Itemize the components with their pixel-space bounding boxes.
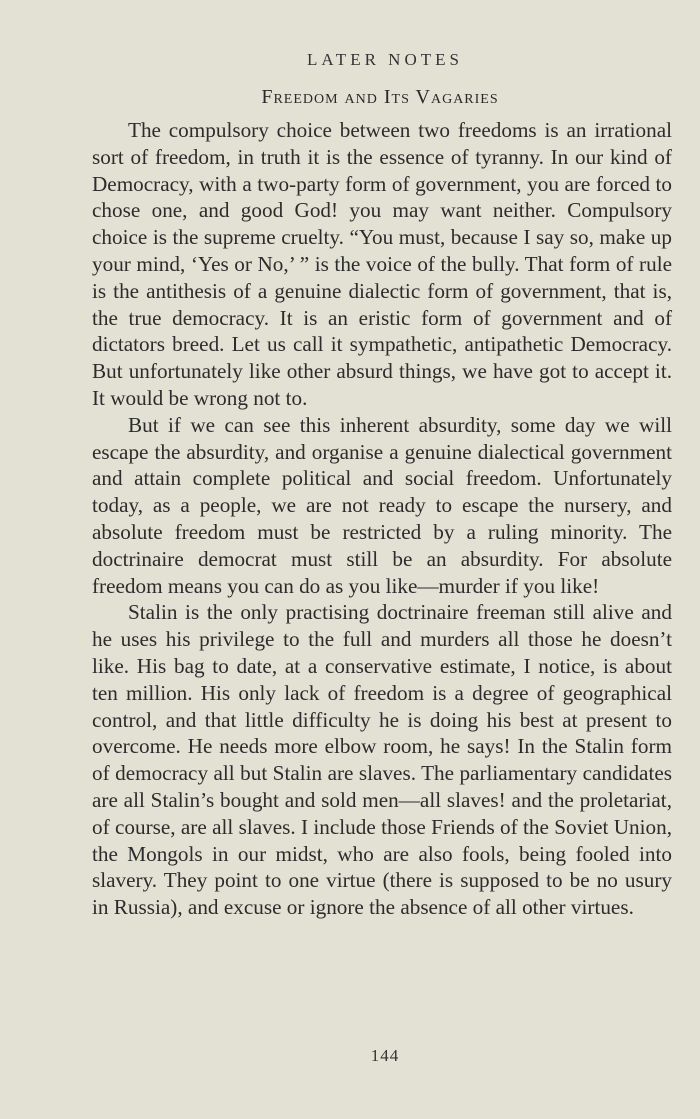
paragraph-3: Stalin is the only practising doctrinaire freeman still alive and he uses his privilege to the full and murders all those he doesn’t like. His bag to date, at a conservative estimate, I notice, is about ten million. His only lack of freedom is a degree of geographical control, and that little difficulty he is doing his best at present to overcome. He needs more elbow room, he says! In the Stalin form of democracy all but Stalin are slaves. The parliamentary candidates are all Stalin’s bought and sold men—all slaves! and the proletariat, of course, are all slaves. I include those Friends of the Soviet Union, the Mongols in our midst, who are also fools, being fooled into slavery. They point to one virtue (there is supposed to be no usury in Russia), and excuse or ignore the absence of all other virtues. xyxy=(92,600,672,920)
body-text xyxy=(92,117,672,921)
paragraph-2: But if we can see this inherent absurdity, some day we will escape the absurdity, and organise a genuine dialectical government and attain complete political and social freedom. Unfortunately today, as a people, we are not ready to escape the nursery, and absolute freedom must be restricted by a ruling minority. The doctrinaire democrat must still be an absurdity. For absolute freedom means you can do as you like—murder if you like! xyxy=(92,412,672,598)
chapter-title: Freedom and Its Vagaries xyxy=(261,86,499,108)
running-head: LATER NOTES xyxy=(307,50,463,69)
paragraph-1: The compulsory choice between two freedoms is an irrational sort of freedom, in truth it is the essence of tyranny. In our kind of Democracy, with a two-party form of government, you are forced to chose one, and good God! you may want neither. Compulsory choice is the supreme cruelty. “You must, because I say so, make up your mind, ‘Yes or No,’ ” is the voice of the bully. That form of rule is the antithesis of a genuine dialectic form of government, that is, the true democracy. It is an eristic form of government and of dictators breed. Let us call it sympathetic, antipathetic Democracy. But unfortunately like other absurd things, we have got to accept it. It would be wrong not to. xyxy=(92,118,672,410)
page-number: 144 xyxy=(370,1046,400,1065)
